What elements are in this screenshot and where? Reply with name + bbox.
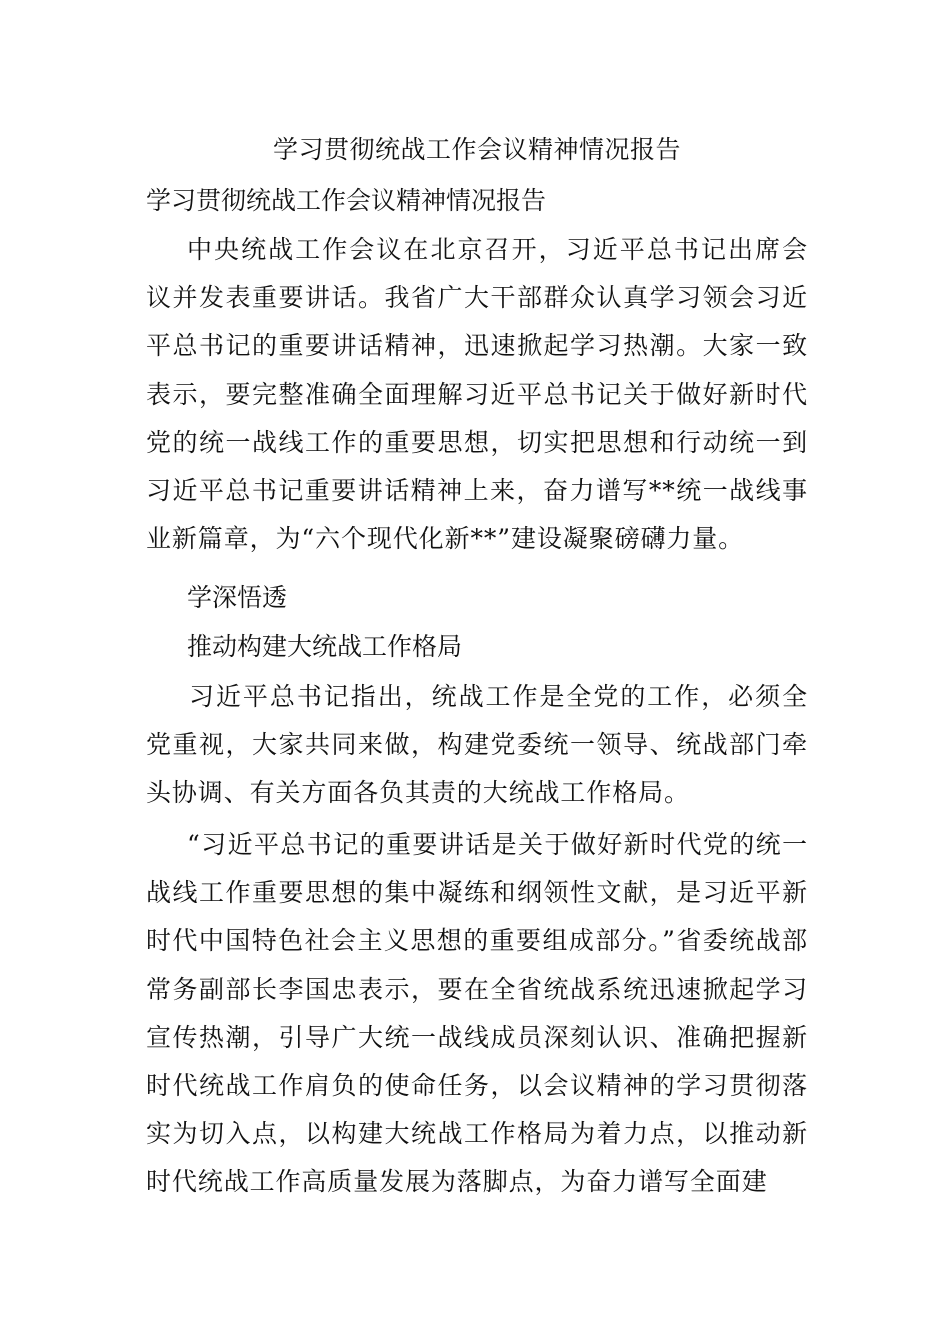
intro-paragraph: 中央统战工作会议在北京召开，习近平总书记出席会议并发表重要讲话。我省广大干部群众认真学习领会习近平总书记的重要讲话精神，迅速掀起学习热潮。大家一致表示，要完整准确全面理解习近平总书记关于做好新时代党的统一战线工作的重要思想，切实把思想和行动统一到习近平总书记重要讲话精神上来，奋力谱写**统一战线事业新篇章，为“六个现代化新**”建设凝聚磅礴力量。 — [146, 235, 808, 554]
document-page — [146, 0, 808, 1344]
document-subtitle: 学习贯彻统战工作会议精神情况报告 — [146, 186, 547, 215]
section-heading-pattern: 推动构建大统战工作格局 — [187, 632, 463, 661]
document-title: 学习贯彻统战工作会议精神情况报告 — [272, 135, 681, 164]
paragraph-instruction: 习近平总书记指出，统战工作是全党的工作，必须全党重视，大家共同来做，构建党委统一领导、统战部门牵头协调、有关方面各负其责的大统战工作格局。 — [146, 682, 808, 808]
section-heading-study: 学深悟透 — [187, 583, 288, 612]
paragraph-quote: “习近平总书记的重要讲话是关于做好新时代党的统一战线工作重要思想的集中凝练和纲领性文献，是习近平新时代中国特色社会主义思想的重要组成部分。”省委统战部常务副部长李国忠表示，要在全省统战系统迅速掀起学习宣传热潮，引导广大统一战线成员深刻认识、准确把握新时代统战工作肩负的使命任务，以会议精神的学习贯彻落实为切入点，以构建大统战工作格局为着力点，以推动新时代统战工作高质量发展为落脚点，为奋力谱写全面建 — [146, 830, 808, 1197]
